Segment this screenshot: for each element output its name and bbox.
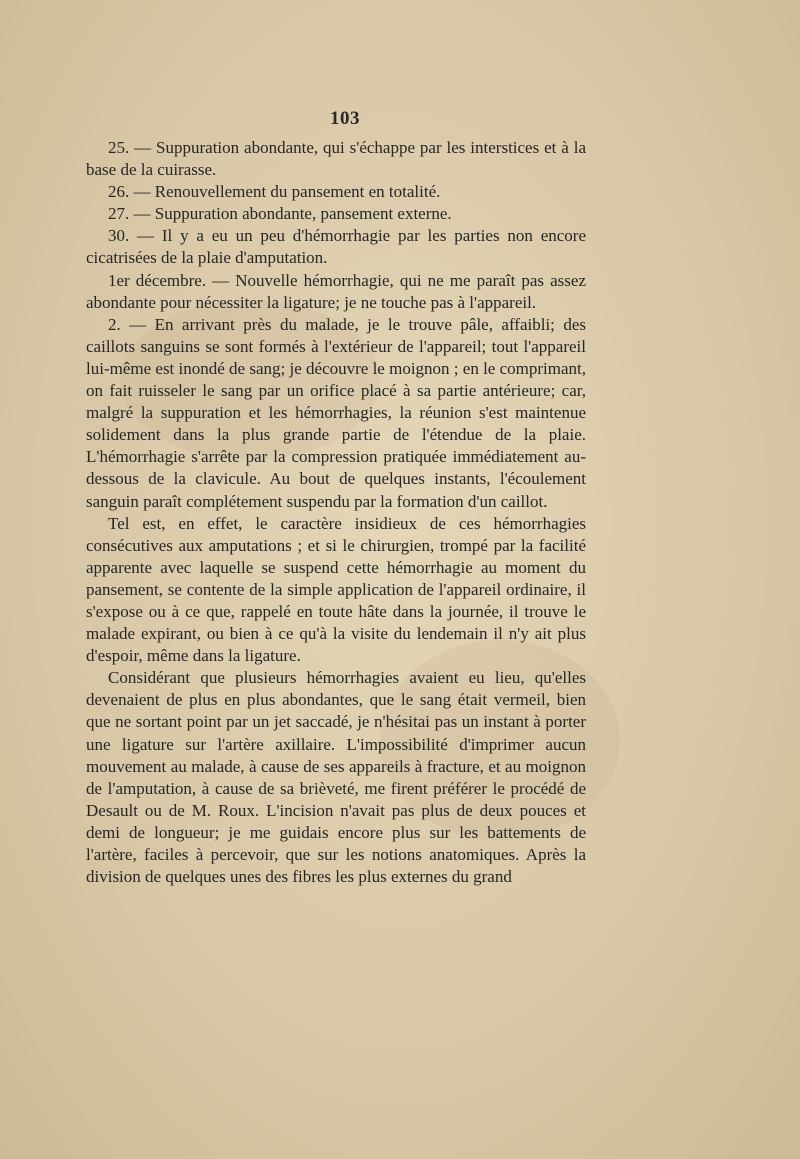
body-text	[86, 137, 586, 888]
paragraph: Considérant que plusieurs hémorrhagies avaient eu lieu, qu'elles devenaient de plus en plus abondantes, que le sang était vermeil, bien que ne sortant point par un jet saccadé, je n'hésitai pas un instant à porter une ligature sur l'artère axillaire. L'impossibilité d'imprimer aucun mouvement au malade, à cause de ses appareils à fracture, et au moignon de l'amputation, à cause de sa brièveté, me firent préférer le procédé de Desault ou de M. Roux. L'incision n'avait pas plus de deux pouces et demi de longueur; je me guidais encore plus sur les battements de l'artère, faciles à percevoir, que sur les notions anatomiques. Après la division de quelques unes des fibres les plus externes du grand	[86, 668, 586, 887]
paragraph: Tel est, en effet, le caractère insidieux de ces hémorrhagies consécutives aux amputations ; et si le chirurgien, trompé par la facilité apparente avec laquelle se suspend cette hémorrhagie au moment du pansement, se contente de la simple application de l'appareil ordinaire, il s'expose ou à ce que, rappelé en toute hâte dans la journée, il trouve le malade expirant, ou bien à ce qu'à la visite du lendemain il n'y ait plus d'espoir, même dans la ligature.	[86, 513, 586, 666]
paragraph: 27. — Suppuration abondante, pansement externe.	[108, 204, 452, 224]
paragraph: 30. — Il y a eu un peu d'hémorrhagie par les parties non encore cicatrisées de la plaie d'amputation.	[86, 226, 586, 268]
paragraph: 26. — Renouvellement du pansement en totalité.	[108, 182, 441, 202]
paragraph: 2. — En arrivant près du malade, je le trouve pâle, affaibli; des caillots sanguins se sont formés à l'extérieur de l'appareil; tout l'appareil lui-même est inondé de sang; je découvre le moignon ; en le comprimant, on fait ruisseler le sang par un orifice placé à sa partie antérieure; car, malgré la suppuration et les hémorrhagies, la réunion s'est maintenue solidement dans la plus grande partie de l'étendue de la plaie. L'hémorrhagie s'arrête par la compression pratiquée immédiatement au-dessous de la clavicule. Au bout de quelques instants, l'écoulement sanguin paraît complétement suspendu par la formation d'un caillot.	[86, 314, 586, 511]
page-number: 103	[330, 108, 360, 129]
paragraph: 1er décembre. — Nouvelle hémorrhagie, qui ne me paraît pas assez abondante pour nécessiter la ligature; je ne touche pas à l'appareil.	[86, 270, 586, 312]
paragraph: 25. — Suppuration abondante, qui s'échappe par les interstices et à la base de la cuirasse.	[86, 138, 586, 180]
